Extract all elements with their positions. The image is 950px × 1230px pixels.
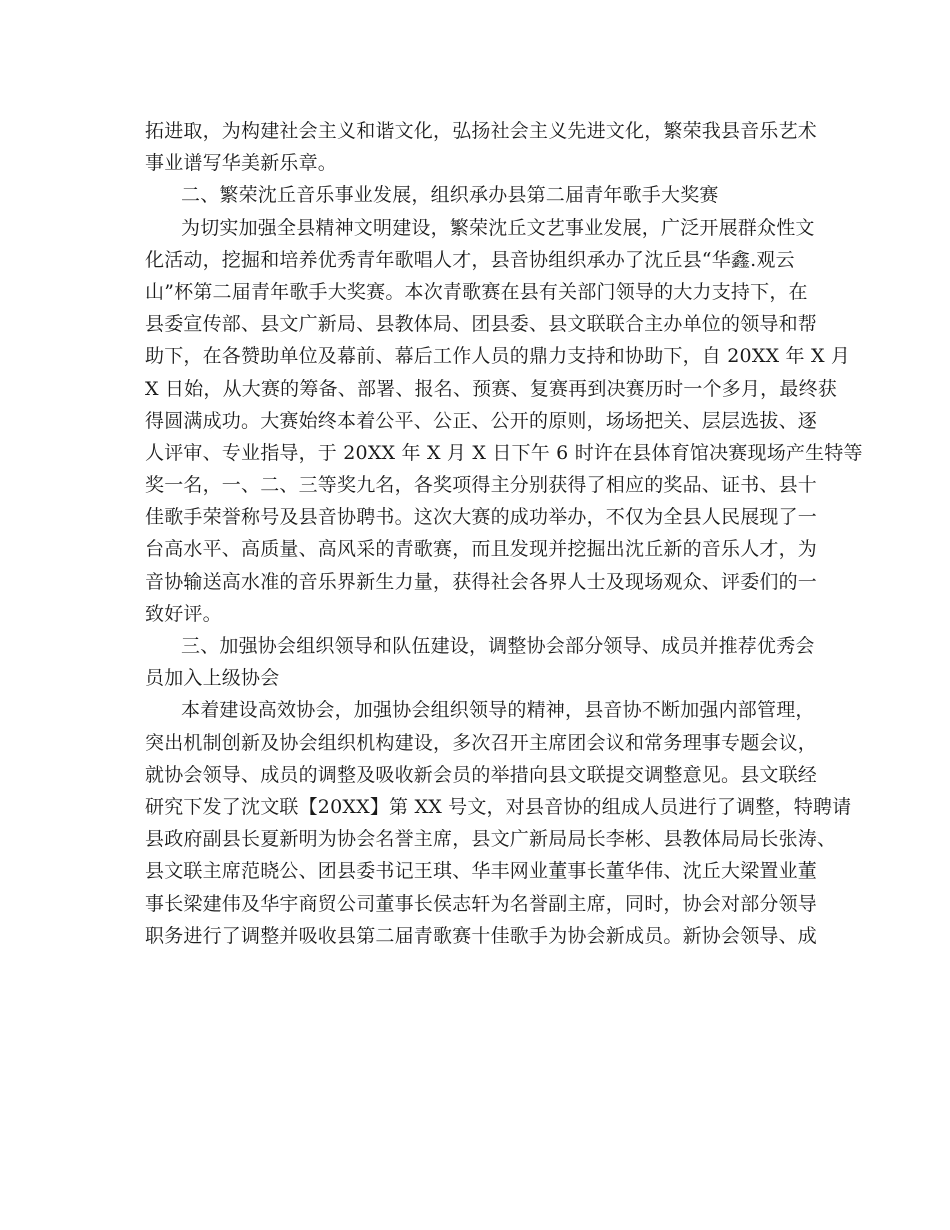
section-heading: 三、加强协会组织领导和队伍建设，调整协会部分领导、成员并推荐优秀会 xyxy=(181,635,815,657)
text-line: 本着建设高效协会，加强协会组织领导的精神，县音协不断加强内部管理， xyxy=(181,699,815,722)
text-line: 县文联主席范晓公、团县委书记王琪、华丰网业董事长董华伟、沈丘大梁置业董 xyxy=(145,860,818,883)
text-line: 台高水平、高质量、高风采的青歌赛，而且发现并挖掘出沈丘新的音乐人才，为 xyxy=(145,538,818,561)
text-line: 事业谱写华美新乐章。 xyxy=(145,152,338,175)
text-line: 助下，在各赞助单位及幕前、幕后工作人员的鼎力支持和协助下，自 20XX 年 X 月 xyxy=(145,345,851,368)
text-line: 山”杯第二届青年歌手大奖赛。本次青歌赛在县有关部门领导的大力支持下，在 xyxy=(145,280,808,303)
text-line: 研究下发了沈文联【20XX】第 XX 号文，对县音协的组成人员进行了调整，特聘请 xyxy=(145,795,852,818)
text-line: 佳歌手荣誉称号及县音协聘书。这次大赛的成功举办，不仅为全县人民展现了一 xyxy=(145,506,818,529)
text-line: 人评审、专业指导，于 20XX 年 X 月 X 日下午 6 时许在县体育馆决赛现场产生特等 xyxy=(145,441,863,464)
text-line: 职务进行了调整并吸收县第二届青歌赛十佳歌手为协会新成员。新协会领导、成 xyxy=(145,924,818,947)
text-line: 得圆满成功。大赛始终本着公平、公正、公开的原则，场场把关、层层选拔、逐 xyxy=(145,409,818,432)
text-line: 致好评。 xyxy=(145,602,222,625)
text-line: 就协会领导、成员的调整及吸收新会员的举措向县文联提交调整意见。县文联经 xyxy=(145,763,818,786)
section-heading-continued: 员加入上级协会 xyxy=(145,667,280,690)
text-line: 突出机制创新及协会组织机构建设，多次召开主席团会议和常务理事专题会议， xyxy=(145,731,818,754)
text-line: 为切实加强全县精神文明建设，繁荣沈丘文艺事业发展，广泛开展群众性文 xyxy=(181,216,815,239)
document-body xyxy=(145,115,863,952)
text-line: 化活动，挖掘和培养优秀青年歌唱人才，县音协组织承办了沈丘县“华鑫.观云 xyxy=(145,248,795,271)
text-line: 事长梁建伟及华宇商贸公司董事长侯志轩为名誉副主席，同时，协会对部分领导 xyxy=(145,892,818,915)
text-line: 拓进取，为构建社会主义和谐文化，弘扬社会主义先进文化，繁荣我县音乐艺术 xyxy=(145,120,818,142)
text-line: 县委宣传部、县文广新局、县教体局、团县委、县文联联合主办单位的领导和帮 xyxy=(145,313,818,336)
section-heading: 二、繁荣沈丘音乐事业发展，组织承办县第二届青年歌手大奖赛 xyxy=(181,184,719,207)
text-line: X 日始，从大赛的筹备、部署、报名、预赛、复赛再到决赛历时一个多月，最终获 xyxy=(145,377,837,400)
text-line: 县政府副县长夏新明为协会名誉主席，县文广新局局长李彬、县教体局局长张涛、 xyxy=(145,828,837,851)
text-line: 奖一名，一、二、三等奖九名，各奖项得主分别获得了相应的奖品、证书、县十 xyxy=(145,474,818,497)
text-line: 音协输送高水准的音乐界新生力量，获得社会各界人士及现场观众、评委们的一 xyxy=(145,570,818,593)
